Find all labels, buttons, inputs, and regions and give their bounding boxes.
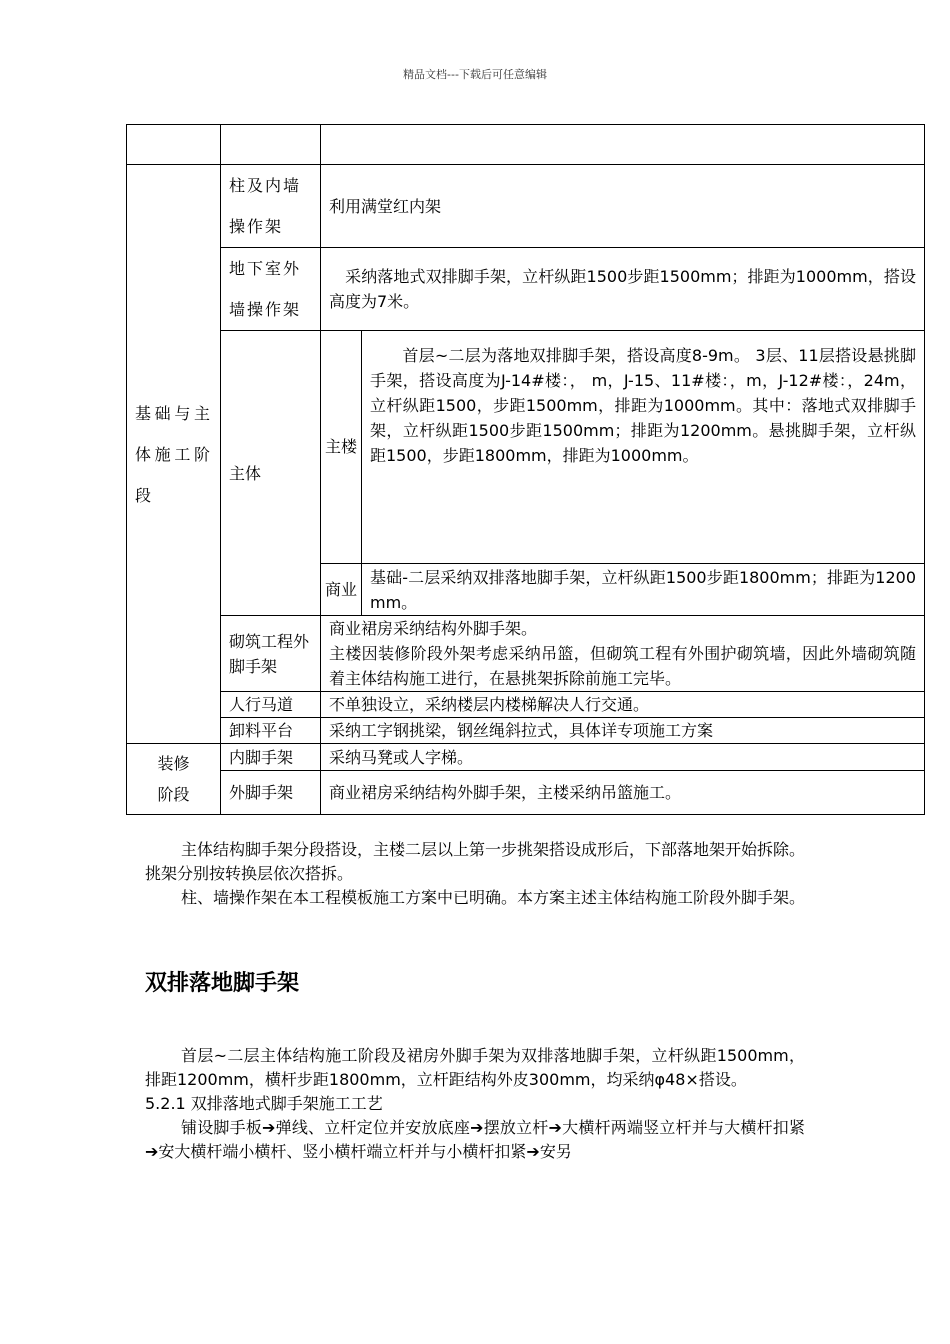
table-row [127,248,925,331]
table-row [127,744,925,771]
stage-decoration-cell [127,744,221,815]
table-cell [221,125,321,165]
row-content-masonry [321,616,925,692]
row-content-walkway: 不单独设立，采纳楼层内楼梯解决人行交通。 [321,692,925,718]
body-paragraphs-bottom [145,1044,805,1164]
row-content-main-building: 首层~二层为落地双排脚手架，搭设高度8-9m。 3层、11层搭设悬挑脚手架，搭设高度为J-14#楼：， m，J-15、11#楼：，m，J-12#楼：，24m，立杆纵距1500，步距1500mm，排距为1000mm。其中：落地式双排脚手架，立杆纵距1500步距1500mm；排距为1200mm。悬挑脚手架，立杆纵距1500，步距1800mm，排距为1000mm。 [362,331,925,564]
row-label-outer-scaffold: 外脚手架 [221,771,321,815]
row-label-masonry: 砌筑工程外脚手架 [221,616,321,692]
paragraph: 主体结构脚手架分段搭设，主楼二层以上第一步挑架搭设成形后，下部落地架开始拆除。挑架分别按转换层依次搭拆。 [145,840,806,883]
paragraph: 柱、墙操作架在本工程模板施工方案中已明确。本方案主述主体结构施工阶段外脚手架。 [181,888,806,907]
row-content-basement: 采纳落地式双排脚手架，立杆纵距1500步距1500mm；排距为1000mm，搭设高度为7米。 [321,248,925,331]
table-row [127,331,925,564]
row-content-platform: 采纳工字钢挑梁，钢丝绳斜拉式，具体详专项施工方案 [321,718,925,744]
masonry-line-2: 主楼因装修阶段外架考虑采纳吊篮，但砌筑工程有外围护砌筑墙，因此外墙砌筑随着主体结构施工进行，在悬挑架拆除前施工完毕。 [329,644,916,688]
paragraph: 首层~二层主体结构施工阶段及裙房外脚手架为双排落地脚手架，立杆纵距1500mm，排距1200mm，横杆步距1800mm，立杆距结构外皮300mm，均采纳φ48×搭设。 [145,1046,805,1089]
table-row [127,616,925,692]
row-label-column-wall: 柱及内墙操作架 [221,165,321,248]
row-content-column-wall: 利用满堂红内架 [321,165,925,248]
row-label-walkway: 人行马道 [221,692,321,718]
masonry-line-1: 商业裙房采纳结构外脚手架。 [329,619,538,638]
row-sublabel-commercial: 商业 [321,564,362,616]
table-cell [127,125,221,165]
stage-foundation-cell: 基础与主体施工阶段 [127,165,221,744]
row-label-platform: 卸料平台 [221,718,321,744]
scaffold-table [126,124,925,815]
section-title: 双排落地脚手架 [145,971,300,996]
table-row [127,692,925,718]
row-sublabel-main-building: 主楼 [321,331,362,564]
page-header: 精品文档---下载后可任意编辑 [403,68,547,81]
row-content-inner-scaffold: 采纳马凳或人字梯。 [321,744,925,771]
paragraph: 铺设脚手板➔弹线、立杆定位并安放底座➔摆放立杆➔大横杆两端竖立杆并与大横杆扣紧➔安大横杆端小横杆、竖小横杆端立杆并与小横杆扣紧➔安另 [145,1118,805,1161]
table-row [127,718,925,744]
row-label-inner-scaffold: 内脚手架 [221,744,321,771]
table-row-empty [127,125,925,165]
row-content-commercial: 基础-二层采纳双排落地脚手架，立杆纵距1500步距1800mm；排距为1200mm。 [362,564,925,616]
row-label-main-body: 主体 [221,331,321,616]
table-row [127,165,925,248]
subsection-title: 5.2.1 双排落地式脚手架施工工艺 [145,1094,383,1113]
row-content-outer-scaffold: 商业裙房采纳结构外脚手架，主楼采纳吊篮施工。 [321,771,925,815]
table-cell [321,125,925,165]
stage-decoration-text: 装修阶段 [157,754,190,804]
row-label-basement: 地下室外墙操作架 [221,248,321,331]
table-row [127,771,925,815]
body-paragraphs-top [145,838,805,910]
